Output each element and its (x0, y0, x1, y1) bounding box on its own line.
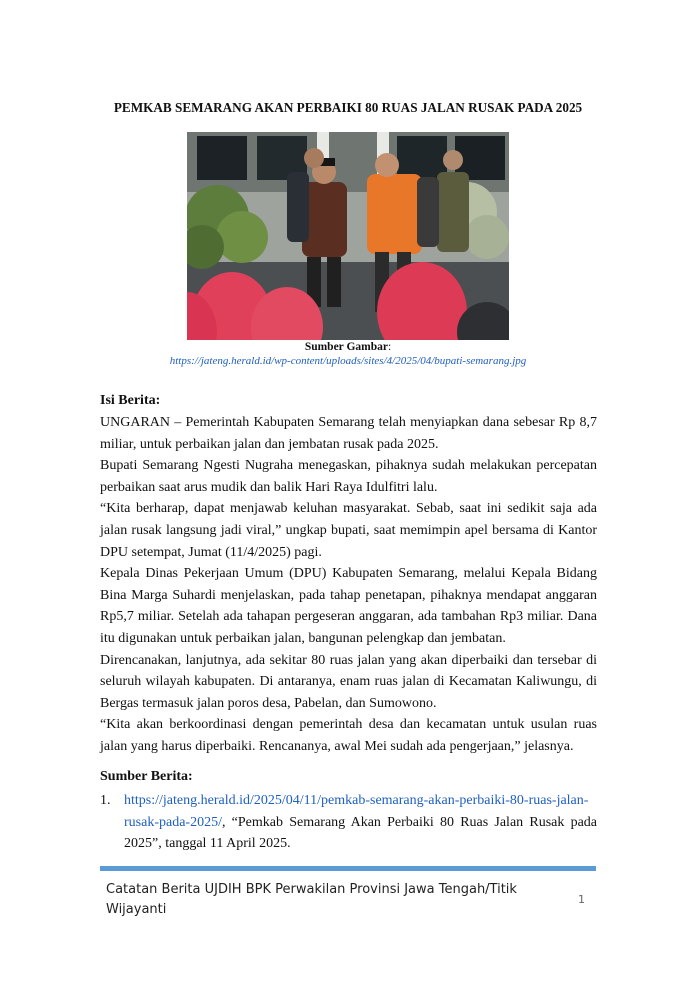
news-body (100, 412, 597, 758)
page-number: 1 (578, 893, 585, 906)
paragraph-5: Direncanakan, lanjutnya, ada sekitar 80 ruas jalan yang akan diperbaiki dan tersebar di seluruh wilayah kabupaten. Di antaranya, enam ruas jalan di Kecamatan Kaliwungu, di Bergas termasuk jalan poros desa, Pabelan, dan Sumowono. (100, 652, 597, 711)
paragraph-6: “Kita akan berkoordinasi dengan pemerintah desa dan kecamatan untuk usulan ruas jalan yang harus diperbaiki. Rencananya, awal Mei sudah ada pengerjaan,” jelasnya. (100, 717, 597, 754)
caption-label: Sumber Gambar (304, 341, 388, 353)
footer-divider (100, 866, 596, 871)
source-text (124, 790, 597, 855)
footer-text: Catatan Berita UJDIH BPK Perwakilan Provinsi Jawa Tengah/Titik Wijayanti (106, 882, 517, 917)
paragraph-1: UNGARAN – Pemerintah Kabupaten Semarang telah menyiapkan dana sebesar Rp 8,7 miliar, untuk perbaikan jalan dan jembatan rusak pada 2025. (100, 415, 597, 452)
caption-url[interactable]: https://jateng.herald.id/wp-content/uploads/sites/4/2025/04/bupati-semarang.jpg (169, 355, 527, 367)
sources-list (100, 790, 597, 855)
photo-caption (100, 340, 596, 368)
content-heading: Isi Berita: (100, 393, 161, 408)
news-photo-illustration (187, 132, 509, 340)
list-item (100, 790, 597, 855)
paragraph-3: “Kita berharap, dapat menjawab keluhan masyarakat. Sebab, saat ini sedikit saja ada jalan rusak langsung jadi viral,” ungkap bupati, saat memimpin apel bersama di Kantor DPU setempat, Jumat (11/4/2025) pagi. (100, 501, 597, 560)
news-photo (187, 132, 509, 340)
caption-label-line (100, 340, 596, 354)
source-description: , “Pemkab Semarang Akan Perbaiki 80 Ruas Jalan Rusak pada 2025”, tanggal 11 April 2025. (124, 814, 597, 852)
news-title: PEMKAB SEMARANG AKAN PERBAIKI 80 RUAS JALAN RUSAK PADA 2025 (113, 100, 583, 115)
sources-heading: Sumber Berita: (100, 769, 193, 784)
source-number: 1. (100, 793, 111, 808)
caption-colon: : (387, 341, 392, 353)
paragraph-4: Kepala Dinas Pekerjaan Umum (DPU) Kabupaten Semarang, melalui Kepala Bidang Bina Marga Suhardi menjelaskan, pada tahap penetapan, pihaknya mendapat anggaran Rp5,7 miliar. Setelah ada tahapan pergeseran anggaran, ada tambahan Rp3 miliar. Dana itu digunakan untuk perbaikan jalan, bangunan pelengkap dan jembatan. (100, 566, 597, 646)
paragraph-2: Bupati Semarang Ngesti Nugraha menegaskan, pihaknya sudah melakukan percepatan perbaikan saat arus mudik dan balik Hari Raya Idulfitri lalu. (100, 458, 597, 495)
source-link[interactable]: https://jateng.herald.id/2025/04/11/pemkab-semarang-akan-perbaiki-80-ruas-jalan-rusak-pada-2025/ (124, 793, 589, 830)
